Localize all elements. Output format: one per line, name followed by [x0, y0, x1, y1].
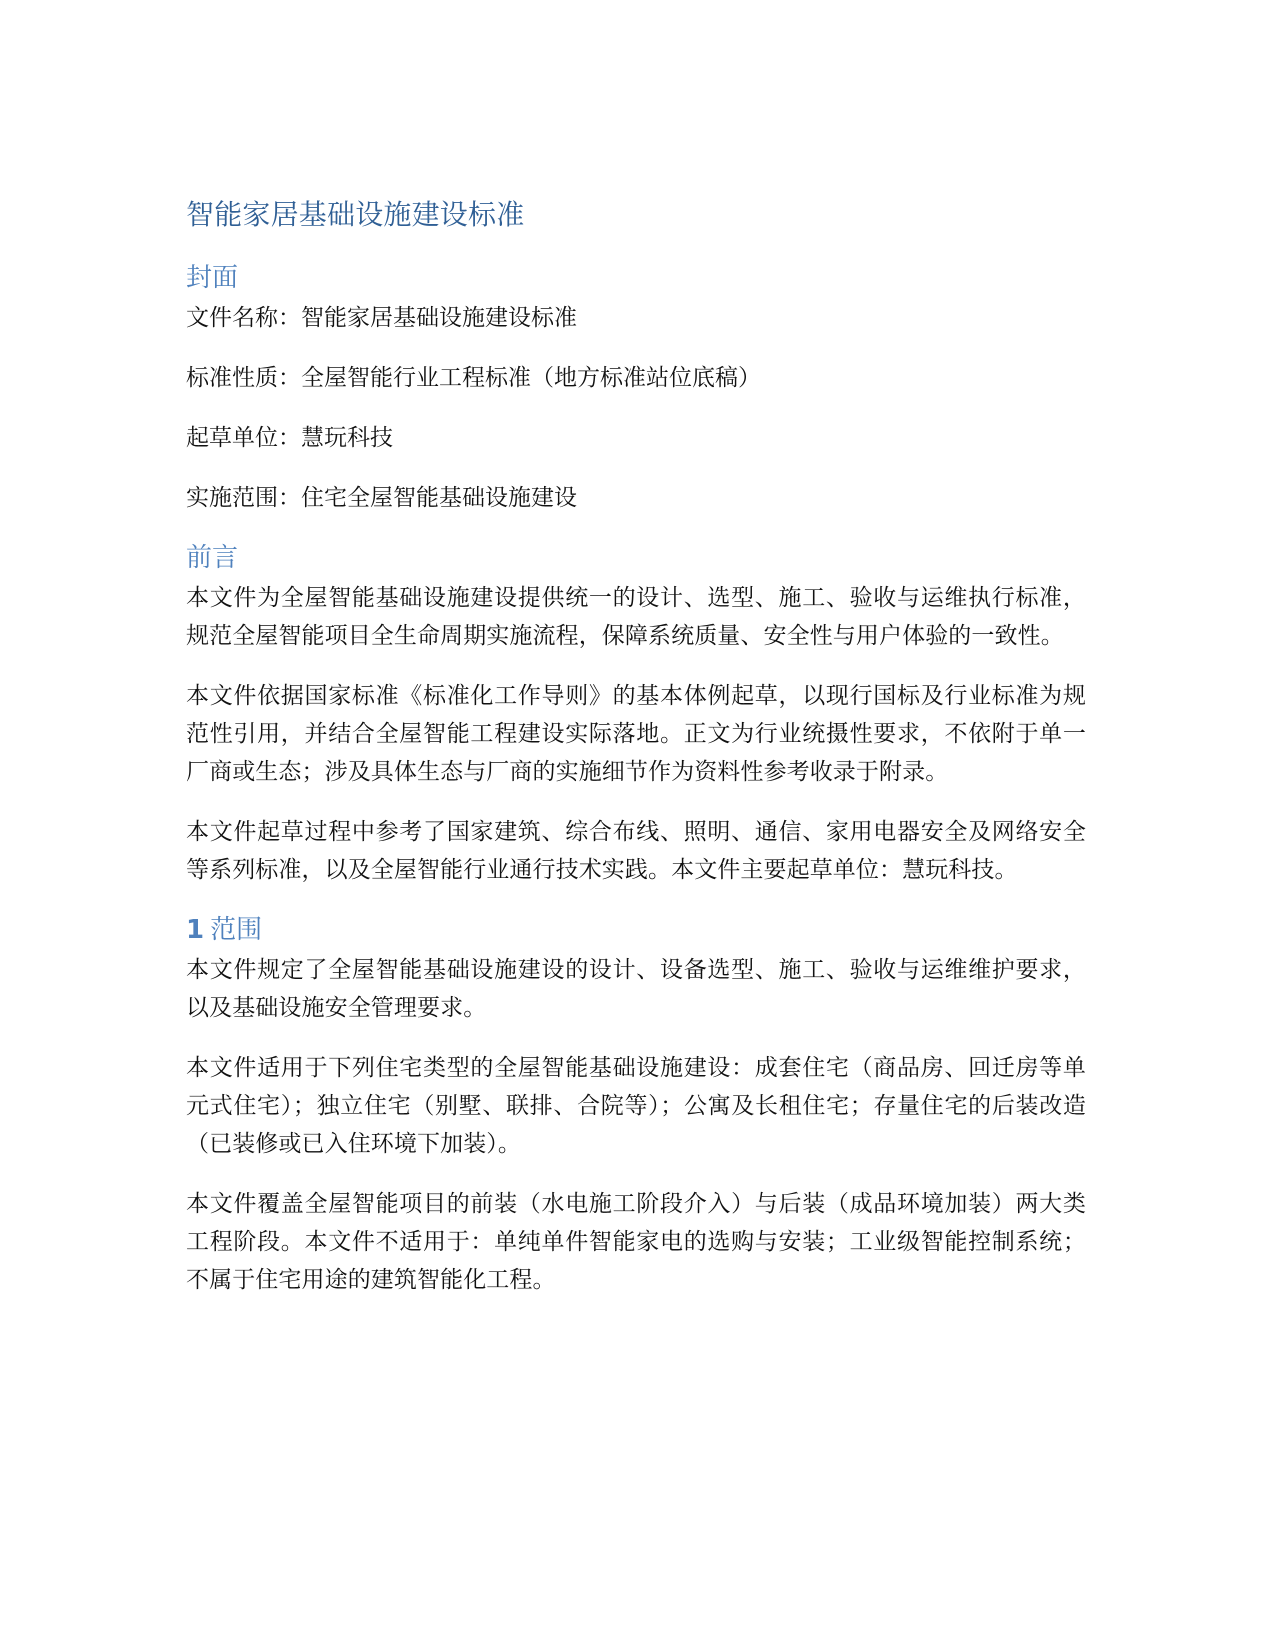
cover-line-standard-nature: 标准性质：全屋智能行业工程标准（地方标准站位底稿）: [186, 365, 761, 391]
cover-heading: 封面: [186, 263, 239, 293]
cover-line-scope-of-implementation: 实施范围：住宅全屋智能基础设施建设: [186, 485, 577, 511]
foreword-section: [186, 539, 1086, 889]
scope-paragraph: 本文件规定了全屋智能基础设施建设的设计、设备选型、施工、验收与运维维护要求，以及基础设施安全管理要求。: [186, 957, 1086, 1021]
cover-line-file-name: 文件名称：智能家居基础设施建设标准: [186, 305, 577, 331]
foreword-heading: 前言: [186, 543, 239, 573]
scope-paragraph: 本文件覆盖全屋智能项目的前装（水电施工阶段介入）与后装（成品环境加装）两大类工程阶段。本文件不适用于：单纯单件智能家电的选购与安装；工业级智能控制系统；不属于住宅用途的建筑智能化工程。: [186, 1191, 1086, 1293]
scope-paragraph: 本文件适用于下列住宅类型的全屋智能基础设施建设：成套住宅（商品房、回迁房等单元式住宅）；独立住宅（别墅、联排、合院等）；公寓及长租住宅；存量住宅的后装改造（已装修或已入住环境下加装）。: [186, 1055, 1086, 1157]
document-content: [186, 195, 1086, 1321]
cover-section: [186, 259, 1086, 517]
scope-heading-text: 范围: [210, 915, 263, 945]
scope-section-number: 1: [186, 915, 205, 945]
foreword-paragraph: 本文件依据国家标准《标准化工作导则》的基本体例起草，以现行国标及行业标准为规范性引用，并结合全屋智能工程建设实际落地。正文为行业统摄性要求，不依附于单一厂商或生态；涉及具体生态与厂商的实施细节作为资料性参考收录于附录。: [186, 683, 1086, 785]
scope-heading: [186, 911, 1086, 949]
cover-line-drafting-unit: 起草单位：慧玩科技: [186, 425, 393, 451]
document-title: 智能家居基础设施建设标准: [186, 198, 525, 231]
foreword-paragraph: 本文件起草过程中参考了国家建筑、综合布线、照明、通信、家用电器安全及网络安全等系列标准，以及全屋智能行业通行技术实践。本文件主要起草单位：慧玩科技。: [186, 819, 1086, 883]
foreword-paragraph: 本文件为全屋智能基础设施建设提供统一的设计、选型、施工、验收与运维执行标准，规范全屋智能项目全生命周期实施流程，保障系统质量、安全性与用户体验的一致性。: [186, 585, 1086, 649]
scope-section: [186, 911, 1086, 1299]
